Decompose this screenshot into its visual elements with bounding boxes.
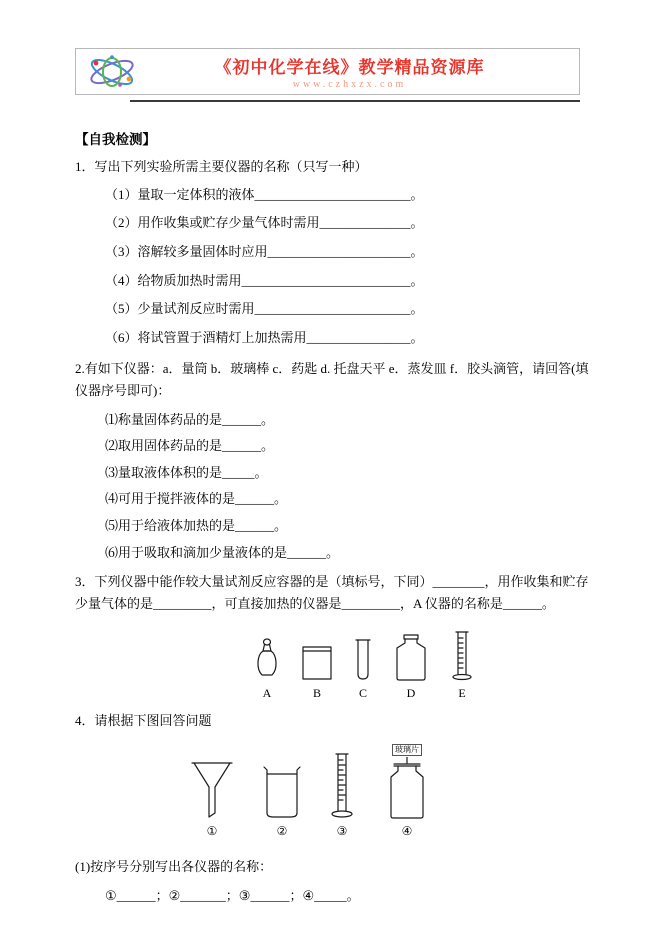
equipment-E-label: E (458, 686, 466, 701)
header-divider (130, 100, 580, 102)
logo-atom-icon (86, 52, 138, 97)
gas-jar-glass-plate-icon (381, 757, 433, 821)
q3-title: 3．下列仪器中能作较大量试剂反应容器的是（填标号，下同）________，用作收集和贮存少量气体的是_________，可直接加热的仪器是_________，A 仪器的名称是______。 (75, 574, 589, 612)
equipment-C-label: C (358, 686, 367, 701)
equipment-D-label: D (406, 686, 416, 701)
q2-item-1: ⑴称量固体药品的是______。 (105, 411, 275, 427)
q4-answer-line: ①______；②_______；③______；④_____。 (105, 888, 360, 904)
equipment-2-label: ② (276, 824, 288, 839)
equipment-B (300, 641, 334, 700)
q2-item-6: ⑹用于吸取和滴加少量液体的是______。 (105, 544, 340, 560)
wide-mouth-bottle-icon (392, 633, 430, 683)
beaker-icon (261, 765, 303, 821)
alcohol-lamp-icon (254, 637, 280, 683)
q1-title: 1．写出下列实验所需主要仪器的名称（只写一种） (75, 159, 368, 175)
q4-sub-question: (1)按序号分别写出各仪器的名称： (75, 858, 273, 874)
q1-item-1: （1）量取一定体积的液体________________________。 (105, 186, 424, 202)
equipment-A (254, 637, 280, 700)
equipment-4-label: ④ (401, 824, 413, 839)
header-title: 《初中化学在线》教学精品资源库 (214, 58, 485, 77)
q1-item-3: （3）溶解较多量固体时应用______________________。 (105, 243, 424, 259)
q2-title: 2.有如下仪器：a．量筒 b．玻璃棒 c．药匙 d. 托盘天平 e．蒸发皿 f．胶头滴管，请回答(填仪器序号即可)： (75, 361, 589, 399)
tall-graduated-cylinder-icon (329, 751, 355, 821)
equipment-2 (261, 765, 303, 838)
header (75, 48, 580, 95)
q1-item-5: （5）少量试剂反应时需用________________________。 (105, 301, 424, 317)
gas-jar-icon (300, 641, 334, 683)
equipment-E (450, 629, 474, 700)
q1-item-4: （4）给物质加热时需用__________________________。 (105, 272, 424, 288)
equipment-1-label: ① (206, 824, 218, 839)
equipment-B-label: B (312, 686, 321, 701)
q2-item-5: ⑸用于给液体加热的是______。 (105, 517, 288, 533)
q2-item-4: ⑷可用于搅拌液体的是______。 (105, 491, 288, 507)
glass-plate-label: 玻璃片 (392, 744, 422, 756)
q2-item-3: ⑶量取液体体积的是_____。 (105, 464, 268, 480)
equipment-C (354, 637, 372, 700)
equipment-D (392, 633, 430, 700)
graduated-cylinder-icon (450, 629, 474, 683)
funnel-icon (189, 759, 235, 821)
header-text (76, 53, 579, 90)
section-title: 【自我检测】 (75, 132, 156, 147)
equipment-3 (329, 751, 355, 838)
q1-item-2: （2）用作收集或贮存少量气体时需用______________。 (105, 215, 424, 231)
equipment-figure-1 (103, 629, 625, 700)
equipment-A-label: A (262, 686, 272, 701)
q2-item-2: ⑵取用固体药品的是______。 (105, 438, 275, 454)
equipment-figure-2 (50, 744, 572, 838)
q4-title: 4．请根据下图回答问题 (75, 712, 212, 728)
equipment-1 (189, 759, 235, 838)
worksheet-content (75, 132, 597, 904)
q1-item-6: （6）将试管置于酒精灯上加热需用________________。 (105, 329, 424, 345)
test-tube-icon (354, 637, 372, 683)
header-url: www.czhxzx.com (292, 79, 407, 90)
equipment-4 (381, 744, 433, 838)
equipment-3-label: ③ (336, 824, 348, 839)
